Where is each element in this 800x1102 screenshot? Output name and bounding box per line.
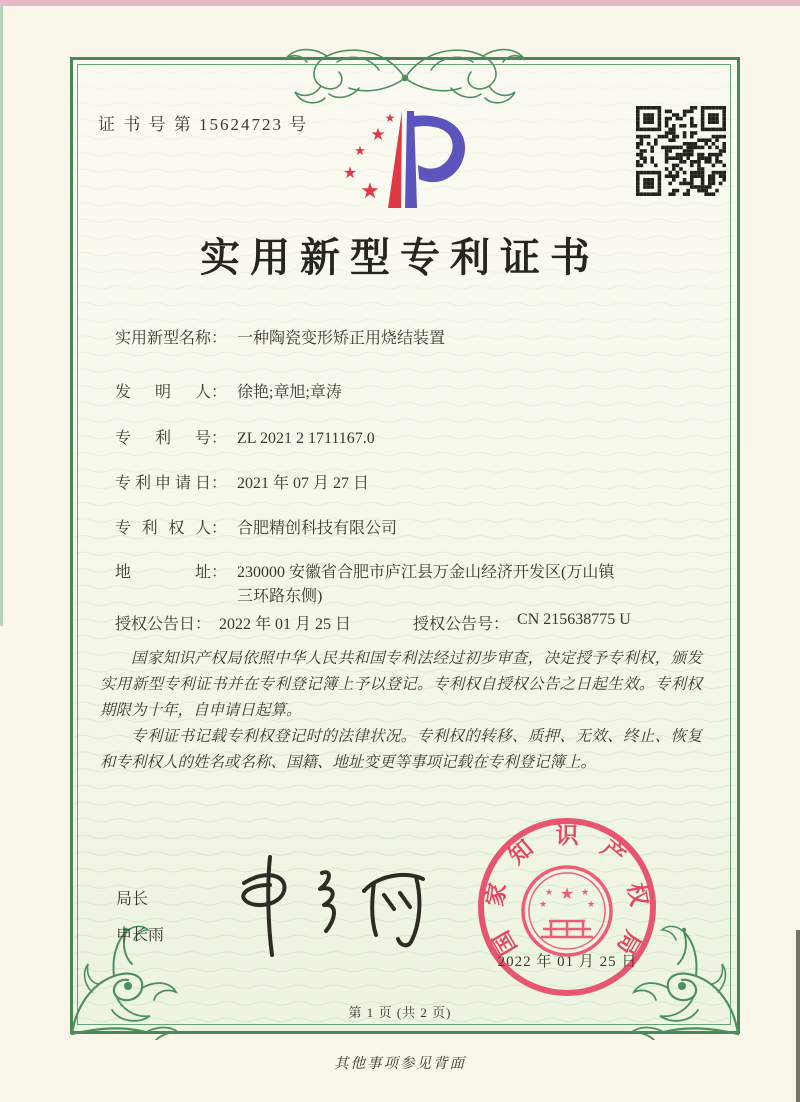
field-utility-model-name	[115, 327, 705, 351]
cnipa-logo	[330, 106, 480, 214]
svg-text:★: ★	[586, 899, 596, 909]
field-colon: ：	[211, 384, 228, 401]
field-label: 实用新型名称	[115, 330, 212, 347]
field-value: 徐艳;章旭;章涛	[237, 384, 342, 401]
field-colon: ：	[195, 616, 212, 633]
field-value: 一种陶瓷变形矫正用烧结装置	[237, 330, 446, 347]
field-value: 2021 年 07 月 27 日	[237, 475, 370, 492]
svg-text:★: ★	[384, 111, 396, 125]
field-label: 授权公告日	[115, 616, 196, 633]
field-label: 地址	[115, 564, 211, 581]
svg-text:★: ★	[342, 165, 358, 182]
field-colon: ：	[493, 616, 510, 633]
field-label: 专利申请日	[115, 475, 211, 492]
legal-paragraph-1: 国家知识产权局依照中华人民共和国专利法经过初步审查，决定授予专利权，颁发实用新型专利证书并在专利登记簿上予以登记。专利权自授权公告之日起生效。专利权期限为十年，自申请日起算。	[100, 650, 702, 719]
certificate-number: 证 书 号 第 15624723 号	[98, 115, 309, 134]
field-label: 授权公告号	[413, 616, 494, 633]
field-colon: ：	[211, 430, 228, 447]
grant-row	[115, 611, 715, 634]
svg-text:★: ★	[360, 178, 380, 203]
legal-paragraph-2: 专利证书记载专利权登记时的法律状况。专利权的转移、质押、无效、终止、恢复和专利权人的姓名或名称、国籍、地址变更等事项记载在专利登记簿上。	[100, 728, 702, 771]
field-value: CN 215638775 U	[517, 611, 631, 628]
grant-date	[115, 611, 351, 634]
field-label: 专利号	[115, 430, 211, 447]
certificate-title: 实用新型专利证书	[200, 235, 600, 280]
field-value: 合肥精创科技有限公司	[237, 520, 398, 537]
legal-text	[100, 646, 702, 776]
national-emblem	[523, 867, 611, 955]
qr-code	[636, 106, 726, 196]
svg-text:知: 知	[504, 835, 538, 870]
svg-text:★: ★	[538, 899, 548, 909]
scan-edge-top	[0, 0, 800, 6]
svg-text:家: 家	[482, 881, 511, 909]
svg-text:★: ★	[544, 887, 554, 897]
field-patentee	[115, 517, 705, 541]
svg-text:国: 国	[488, 926, 522, 959]
field-value: 230000 安徽省合肥市庐江县万金山经济开发区(万山镇三环路东侧)	[237, 564, 615, 605]
scan-edge-left	[0, 6, 3, 626]
svg-text:★: ★	[354, 143, 366, 158]
svg-text:★: ★	[559, 886, 575, 903]
svg-text:权: 权	[623, 881, 652, 909]
logo-blue-bowl	[414, 115, 465, 182]
field-colon: ：	[211, 520, 228, 537]
grant-number	[413, 611, 631, 634]
page-number: 第 1 页 (共 2 页)	[348, 1005, 452, 1020]
director-handwritten-signature	[218, 845, 433, 960]
field-label: 专利权人	[115, 520, 211, 537]
svg-text:产: 产	[596, 835, 630, 870]
seal-date: 2022 年 01 月 25 日	[497, 954, 638, 970]
logo-red-wedge	[388, 111, 402, 208]
field-value: 2022 年 01 月 25 日	[219, 616, 352, 633]
field-colon: ：	[211, 475, 228, 492]
svg-text:局: 局	[612, 926, 646, 959]
logo-stars	[343, 111, 396, 203]
svg-text:★: ★	[370, 125, 386, 144]
svg-text:★: ★	[580, 887, 590, 897]
field-inventors	[115, 381, 705, 405]
field-patent-number	[115, 427, 705, 451]
field-label: 发明人	[115, 384, 211, 401]
director-name: 申长雨	[116, 927, 165, 944]
back-note: 其他事项参见背面	[334, 1056, 466, 1072]
svg-text:识: 识	[555, 823, 579, 848]
field-filing-date	[115, 472, 705, 496]
top-center-flourish	[283, 36, 527, 116]
field-colon: ：	[211, 564, 228, 581]
official-seal	[471, 811, 663, 1003]
field-address	[115, 561, 620, 609]
field-value: ZL 2021 2 1711167.0	[237, 430, 375, 447]
director-title: 局长	[116, 891, 149, 908]
field-colon: ：	[211, 330, 228, 347]
